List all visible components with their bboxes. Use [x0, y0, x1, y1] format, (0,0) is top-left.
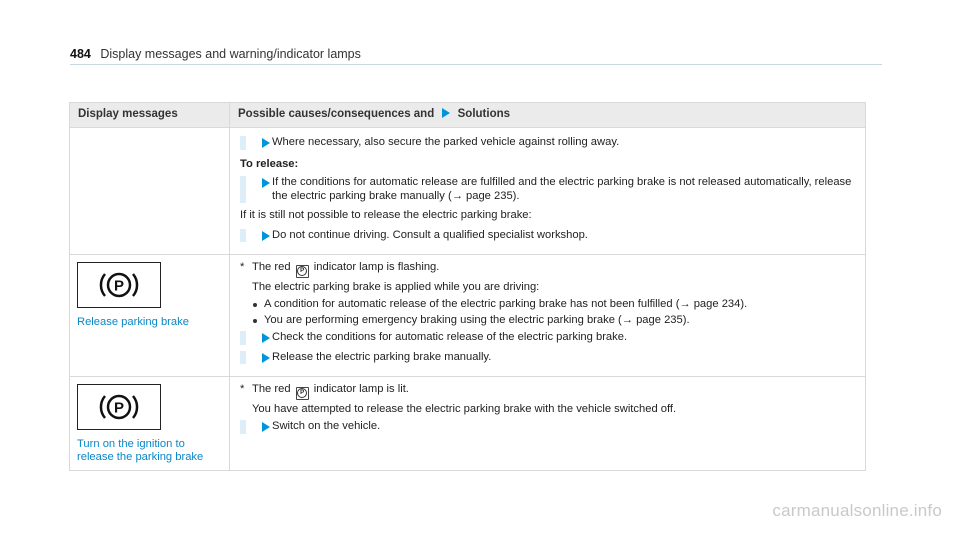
- message-label: [77, 438, 222, 464]
- message-label: Release parking brake: [77, 316, 189, 328]
- step-arrow-icon: [262, 353, 270, 363]
- step-text: Check the conditions for automatic release of the electric parking brake.: [272, 331, 628, 343]
- step-bar: [240, 351, 246, 365]
- step-bar: [240, 420, 246, 434]
- solution-arrow-icon: [442, 108, 450, 118]
- step-bar: [240, 229, 246, 243]
- message-label-line: release the parking brake: [77, 451, 204, 463]
- step-bar: [240, 136, 246, 150]
- cause-text-pre: The red: [252, 261, 291, 273]
- list-item: You are performing emergency braking using the electric parking brake (→ page 235).: [252, 314, 855, 328]
- solutions-cell: [230, 128, 866, 255]
- header-causes-text: Possible causes/consequences and: [238, 108, 435, 120]
- asterisk: *: [240, 261, 245, 273]
- solution-step: [240, 229, 855, 243]
- subheading-to-release: To release:: [240, 157, 299, 170]
- watermark: carmanualsonline.info: [772, 501, 942, 520]
- lamp-symbol-letter: P: [113, 399, 125, 417]
- solution-step: [240, 420, 855, 434]
- step-arrow-icon: [262, 178, 270, 188]
- step-bar: [240, 176, 246, 203]
- header-solutions-text: Solutions: [457, 108, 511, 120]
- indicator-letter: P: [297, 266, 307, 276]
- indicator-letter: P: [297, 388, 307, 398]
- column-header-display-messages: Display messages: [70, 103, 230, 128]
- parking-indicator-icon: [296, 387, 309, 400]
- display-messages-table: [69, 102, 866, 471]
- parking-brake-lamp-icon: [77, 262, 161, 308]
- note-text: If it is still not possible to release the electric parking brake:: [240, 209, 532, 221]
- table-row: [70, 377, 866, 471]
- solution-step: [240, 351, 855, 365]
- parking-brake-symbol-icon: [98, 389, 140, 425]
- asterisk: *: [240, 383, 245, 395]
- parking-brake-symbol-icon: [98, 267, 140, 303]
- cause-detail: The electric parking brake is applied while you are driving:: [252, 280, 540, 293]
- table-row: [70, 255, 866, 377]
- step-text: Do not continue driving. Consult a qualified specialist workshop.: [272, 228, 588, 241]
- solution-step: [240, 176, 855, 203]
- column-header-causes-solutions: [230, 103, 866, 128]
- cause-line: [240, 383, 855, 400]
- cause-list: [240, 298, 855, 327]
- page-title: Display messages and warning/indicator lamps: [100, 47, 361, 61]
- lamp-symbol-letter: P: [113, 277, 125, 295]
- parking-indicator-icon: [296, 265, 309, 278]
- table-row: [70, 128, 866, 255]
- empty-message-cell: [70, 128, 230, 255]
- table-header-row: [70, 103, 866, 128]
- solution-step: [240, 136, 855, 150]
- cause-text-pre: The red: [252, 383, 291, 395]
- step-arrow-icon: [262, 422, 270, 432]
- step-arrow-icon: [262, 138, 270, 148]
- step-bar: [240, 331, 246, 345]
- message-label-line: Turn on the ignition to: [77, 438, 185, 450]
- step-text: Where necessary, also secure the parked vehicle against rolling away.: [272, 136, 620, 148]
- page-header: [70, 47, 361, 61]
- list-item: A condition for automatic release of the electric parking brake has not been fulfilled (→ page 234).: [252, 298, 855, 312]
- step-text: Switch on the vehicle.: [272, 420, 381, 432]
- message-cell: [70, 377, 230, 471]
- step-arrow-icon: [262, 333, 270, 343]
- solution-step: [240, 331, 855, 345]
- cause-text-post: indicator lamp is lit.: [313, 383, 409, 395]
- cause-detail: You have attempted to release the electric parking brake with the vehicle switched off.: [252, 402, 677, 415]
- parking-brake-lamp-icon: [77, 384, 161, 430]
- step-text: Release the electric parking brake manually.: [272, 350, 492, 363]
- page-number: 484: [70, 47, 91, 61]
- cause-line: [240, 261, 855, 278]
- message-cell: [70, 255, 230, 377]
- step-text: If the conditions for automatic release are fulfilled and the electric parking brake is not released automatically, release the electric parking brake manually (→ page 235).: [272, 176, 852, 202]
- solutions-cell: [230, 255, 866, 377]
- cause-text-post: indicator lamp is flashing.: [313, 261, 440, 273]
- step-arrow-icon: [262, 231, 270, 241]
- solutions-cell: [230, 377, 866, 471]
- header-rule: [70, 64, 882, 65]
